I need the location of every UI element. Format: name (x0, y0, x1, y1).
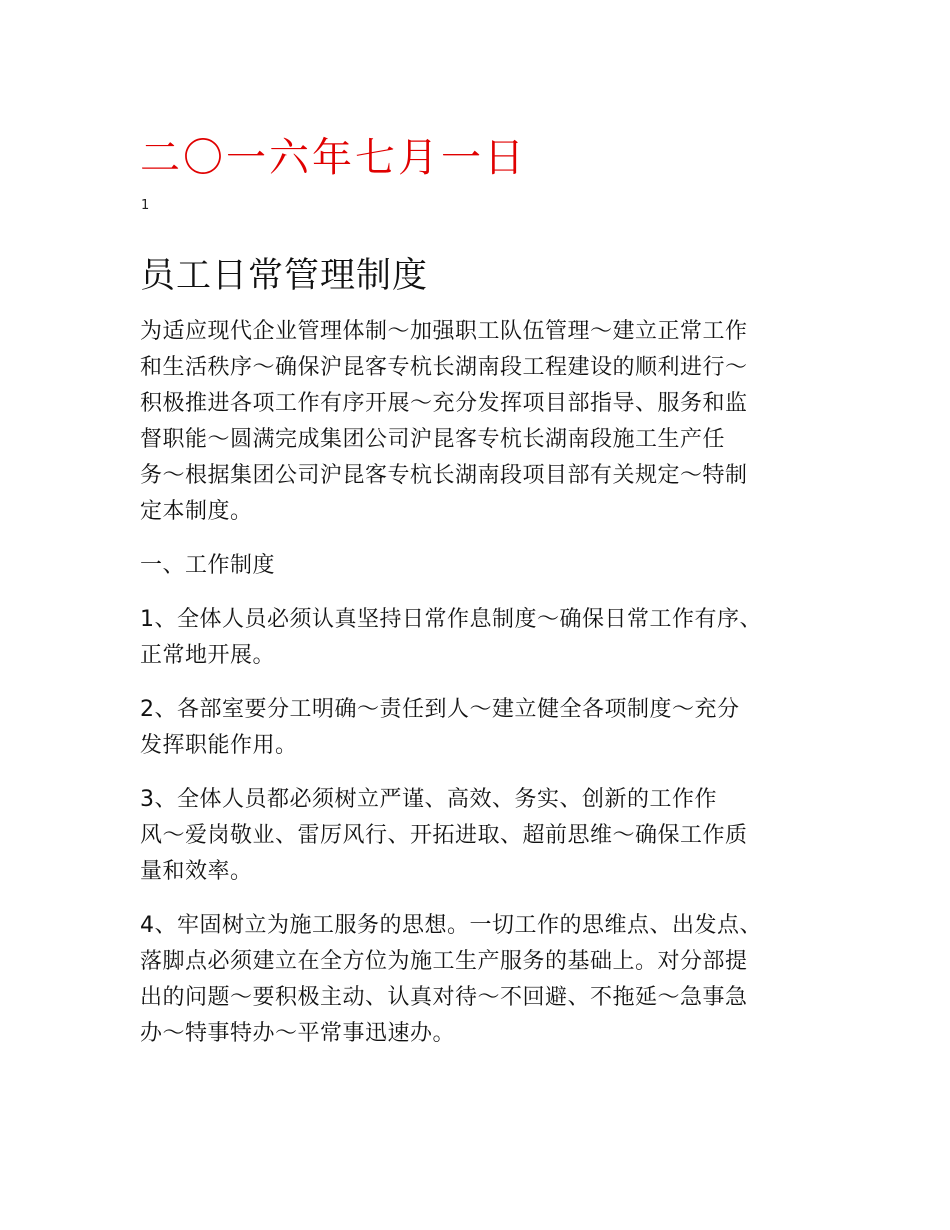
intro-paragraph: 为适应现代企业管理体制～加强职工队伍管理～建立正常工作 和生活秩序～确保沪昆客专杭长湖南段工程建设的顺利进行～ 积极推进各项工作有序开展～充分发挥项目部指导、服务和监 督职能～圆满完成集团公司沪昆客专杭长湖南段施工生产任 务～根据集团公司沪昆客专杭长湖南段项目部有关规定～特制 定本制度。 (140, 319, 748, 524)
document-title: 员工日常管理制度 (140, 256, 429, 296)
date-heading: 二〇一六年七月一日 (140, 135, 527, 181)
document-body (140, 314, 810, 1070)
list-item: 4、牢固树立为施工服务的思想。一切工作的思维点、出发点、 落脚点必须建立在全方位为施工生产服务的基础上。对分部提 出的问题～要积极主动、认真对待～不回避、不拖延～急事急 办～特事特办～平常事迅速办。 (140, 913, 762, 1046)
list-item: 2、各部室要分工明确～责任到人～建立健全各项制度～充分 发挥职能作用。 (140, 697, 740, 758)
page-number: 1 (141, 198, 150, 213)
section-heading: 一、工作制度 (140, 553, 276, 578)
list-item: 3、全体人员都必须树立严谨、高效、务实、创新的工作作 风～爱岗敬业、雷厉风行、开拓进取、超前思维～确保工作质 量和效率。 (140, 787, 748, 884)
list-item: 1、全体人员必须认真坚持日常作息制度～确保日常工作有序、 正常地开展。 (140, 607, 762, 668)
